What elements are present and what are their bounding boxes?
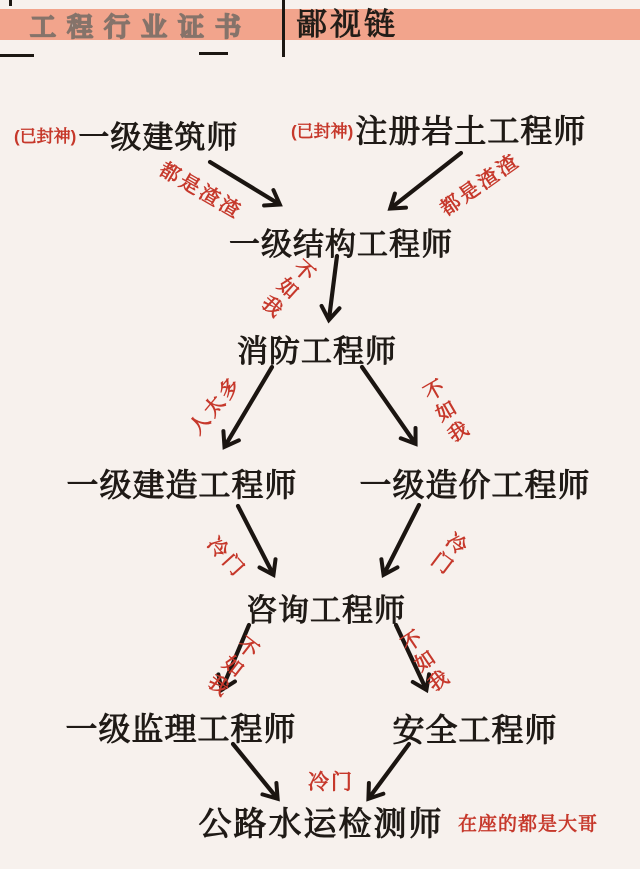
header-right-title: 鄙视链 (296, 7, 398, 42)
edge-label-not-as-good-4: 不如我 (394, 627, 453, 700)
node-first-class-architect (14, 112, 238, 157)
node-label: 一级监理工程师 (65, 711, 297, 747)
arrow-cost-to-consulting (384, 505, 419, 574)
footnote-everyone-is-big-brother: 在座的都是大哥 (458, 814, 599, 835)
node-highway-waterway-testing-engineer (199, 798, 444, 845)
edge-label-too-many-people: 人太多 (185, 372, 247, 440)
arrow-fire-to-cost (362, 367, 415, 443)
edge-label-niche-left: 冷门 (202, 533, 250, 583)
node-label: 一级建造工程师 (66, 467, 298, 503)
node-label: 咨询工程师 (246, 593, 406, 628)
header-left-title: 工程行业证书 (30, 12, 253, 42)
node-consulting-engineer (246, 585, 406, 630)
node-first-class-cost-engineer (359, 460, 590, 506)
node-label: 一级造价工程师 (359, 467, 591, 503)
arrow-supervision-to-highway (233, 744, 277, 798)
edge-label-not-as-good-2: 不如我 (417, 376, 473, 450)
node-first-class-structural-engineer (229, 219, 453, 264)
node-first-class-supervision-engineer (65, 704, 296, 750)
edge-label-not-as-good-1: 不如我 (253, 253, 318, 322)
node-first-class-construction-engineer (66, 460, 297, 506)
arrow-safety-to-highway (369, 744, 409, 798)
arrow-structural-to-fire (329, 256, 337, 319)
edge-label-not-as-good-3: 不如我 (199, 630, 262, 701)
node-label: 一级结构工程师 (229, 227, 453, 262)
node-fire-protection-engineer (237, 326, 397, 371)
deified-tag: (已封神) (14, 127, 77, 146)
edge-label-all-trash-left: 都是渣渣 (155, 158, 247, 224)
node-label: 消防工程师 (237, 334, 397, 369)
node-label: 公路水运检测师 (198, 805, 444, 842)
node-label: 一级建筑师 (78, 120, 239, 155)
node-registered-geotech-engineer (291, 106, 586, 152)
node-label: 注册岩土工程师 (355, 113, 587, 149)
node-safety-engineer (392, 705, 557, 751)
edge-label-all-trash-right: 都是渣渣 (436, 149, 525, 221)
edge-label-niche-bottom: 冷门 (308, 771, 354, 794)
deified-tag: (已封神) (291, 121, 354, 141)
node-label: 安全工程师 (392, 712, 558, 748)
edge-label-niche-right: 冷门 (423, 526, 470, 579)
